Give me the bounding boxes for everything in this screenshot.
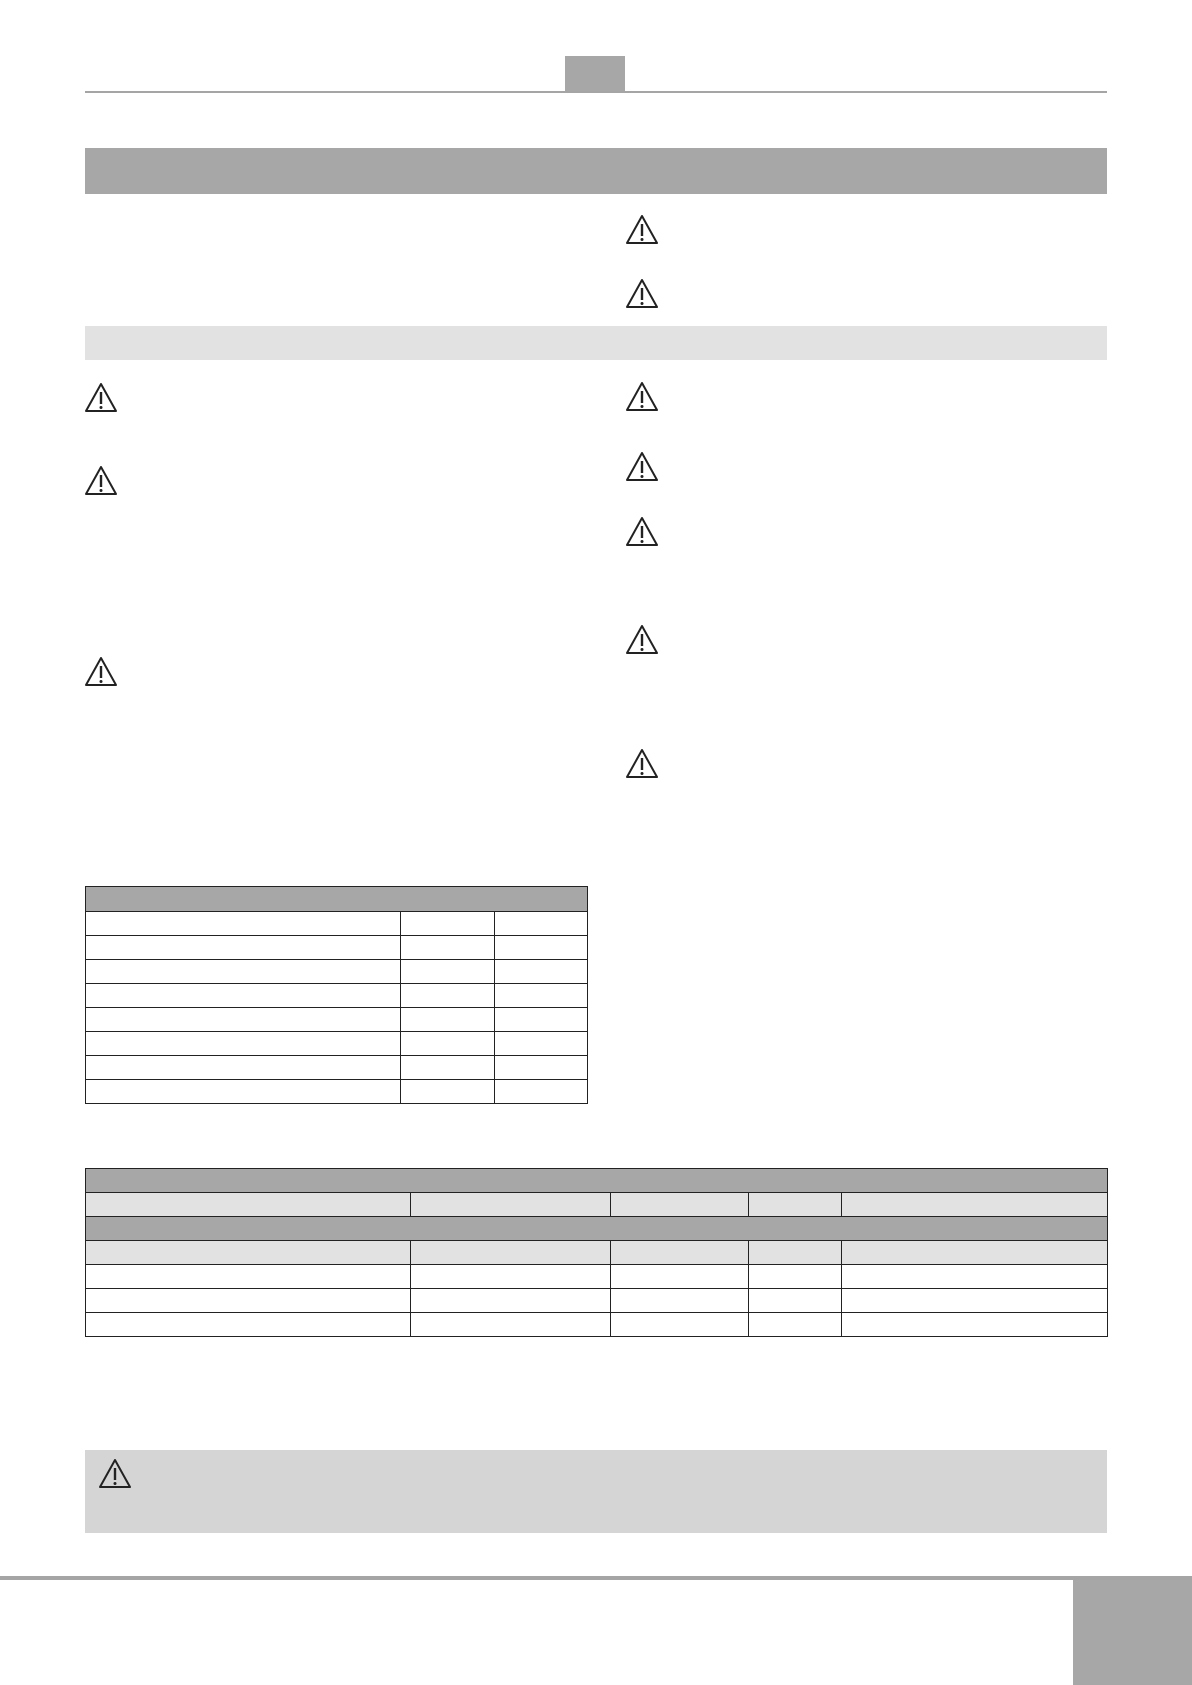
header-tab-marker [565,56,625,92]
table-cell [495,1032,588,1056]
subsection-band [85,326,1107,360]
table-cell [749,1313,842,1337]
table-row [86,1265,1108,1289]
table-cell [411,1265,611,1289]
table-cell [495,1080,588,1104]
warning-icon [625,214,659,246]
table-row [86,1032,588,1056]
table-cell [842,1193,1108,1217]
specs-table [85,886,588,1104]
footer-rule [0,1576,1192,1580]
warning-icon [625,278,659,310]
table-subheader-row [86,1241,1108,1265]
warning-icon [625,381,659,413]
table-cell [411,1193,611,1217]
table-cell [401,984,495,1008]
table-cell [495,1008,588,1032]
table-row [86,1313,1108,1337]
table-cell [411,1241,611,1265]
table-cell [749,1193,842,1217]
table-cell [842,1313,1108,1337]
table-cell [86,1289,411,1313]
table-cell [86,1008,401,1032]
table-cell [611,1241,749,1265]
table-cell [495,912,588,936]
table-cell [401,960,495,984]
warning-icon [625,624,659,656]
table-band-cell [86,1217,1108,1241]
warning-icon [84,382,118,414]
table-cell [749,1265,842,1289]
table-cell [611,1265,749,1289]
table-cell [86,1193,411,1217]
table-band-cell [86,1169,1108,1193]
warning-note-box [85,1450,1107,1533]
table-cell [611,1289,749,1313]
warning-icon [625,451,659,483]
table-cell [401,912,495,936]
table-cell [495,984,588,1008]
table-cell [842,1289,1108,1313]
table-row [86,936,588,960]
warning-icon [84,465,118,497]
warning-icon [84,656,118,688]
table-cell [86,1056,401,1080]
table-cell [611,1193,749,1217]
table-cell [86,936,401,960]
table-row [86,1080,588,1104]
table-cell [86,1241,411,1265]
table-cell [401,1008,495,1032]
table-band-row [86,1169,1108,1193]
table-row [86,1008,588,1032]
table-cell [401,1032,495,1056]
table-cell [86,960,401,984]
warning-icon [625,748,659,780]
table-row [86,960,588,984]
table-row [86,984,588,1008]
table-cell [86,1080,401,1104]
table-row [86,912,588,936]
table-cell [401,1080,495,1104]
table-cell [495,960,588,984]
table-cell [749,1289,842,1313]
header-rule [85,91,1107,93]
table-row [86,1056,588,1080]
page-number-block [1073,1580,1192,1685]
table-cell [86,1032,401,1056]
warning-icon [98,1458,132,1490]
table-cell [411,1289,611,1313]
table-row [86,1289,1108,1313]
table-cell [86,912,401,936]
table-cell [86,1313,411,1337]
table-cell [401,1056,495,1080]
table-header-row [86,887,588,912]
table-cell [749,1241,842,1265]
table-cell [401,936,495,960]
table-cell [495,1056,588,1080]
section-title-band [85,148,1107,194]
table-cell [842,1265,1108,1289]
table-band-row [86,1217,1108,1241]
table-cell [86,984,401,1008]
table-cell [842,1241,1108,1265]
table-cell [611,1313,749,1337]
table-cell [495,936,588,960]
warning-icon [625,516,659,548]
table-subheader-row [86,1193,1108,1217]
table-header-cell [86,887,588,912]
parameters-table [85,1168,1108,1337]
table-cell [411,1313,611,1337]
table-cell [86,1265,411,1289]
